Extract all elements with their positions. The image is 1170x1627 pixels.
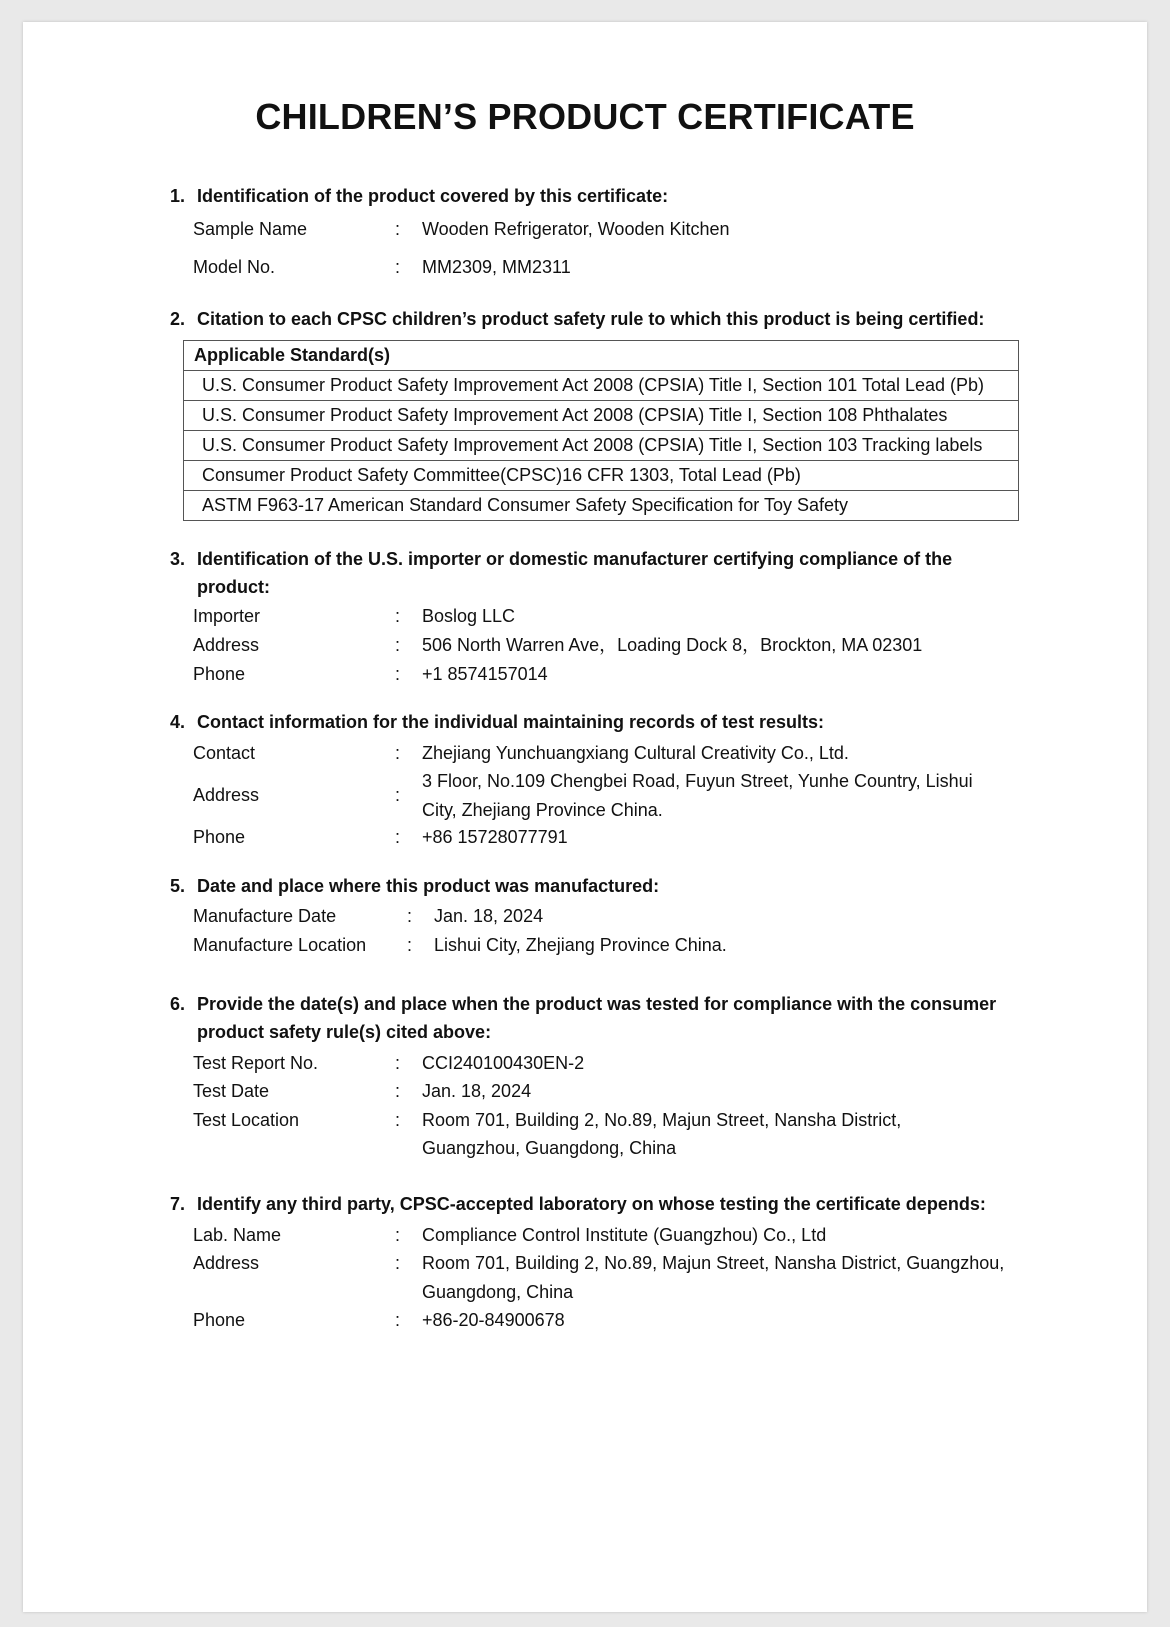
field-colon: : <box>395 664 401 684</box>
field-label: Manufacture Location <box>193 935 367 955</box>
field-colon: : <box>395 1081 401 1101</box>
section-number: 6. <box>170 994 186 1014</box>
field-value: CCI240100430EN-2 <box>422 1053 585 1073</box>
field-label: Test Report No. <box>193 1053 319 1073</box>
field-value: City, Zhejiang Province China. <box>422 800 663 820</box>
field-value: Wooden Refrigerator, Wooden Kitchen <box>422 219 730 239</box>
section-title-continued: product: <box>197 577 270 597</box>
field-label: Contact <box>193 743 256 763</box>
field-colon: : <box>395 1225 401 1245</box>
standard-cell: U.S. Consumer Product Safety Improvement Act 2008 (CPSIA) Title I, Section 103 Tracking labels <box>184 431 1019 461</box>
table-header: Applicable Standard(s) <box>184 341 1019 371</box>
field-label: Phone <box>193 1310 246 1330</box>
field-label: Manufacture Date <box>193 906 337 926</box>
field-label: Phone <box>193 664 246 684</box>
table-row <box>184 491 1019 521</box>
field-value: MM2309, MM2311 <box>422 257 571 277</box>
field-colon: : <box>395 606 401 626</box>
section-number: 7. <box>170 1194 186 1214</box>
field-colon: : <box>395 785 401 805</box>
field-value: Guangdong, China <box>422 1282 574 1302</box>
field-value: +86 15728077791 <box>422 827 568 847</box>
field-value: Guangzhou, Guangdong, China <box>422 1138 677 1158</box>
field-value: Zhejiang Yunchuangxiang Cultural Creativity Co., Ltd. <box>422 743 849 763</box>
field-colon: : <box>407 906 413 926</box>
section-title: Citation to each CPSC children’s product safety rule to which this product is being certified: <box>197 309 985 329</box>
field-label: Address <box>193 635 260 655</box>
table-header-row <box>184 341 1019 371</box>
certificate-page <box>23 22 1147 1612</box>
field-label: Address <box>193 785 260 805</box>
field-colon: : <box>395 219 401 239</box>
section-number: 2. <box>170 309 186 329</box>
field-label: Sample Name <box>193 219 308 239</box>
section-number: 5. <box>170 876 186 896</box>
field-value: Room 701, Building 2, No.89, Majun Street, Nansha District, <box>422 1110 902 1130</box>
field-value: 3 Floor, No.109 Chengbei Road, Fuyun Street, Yunhe Country, Lishui <box>422 771 973 791</box>
field-value: Room 701, Building 2, No.89, Majun Street, Nansha District, Guangzhou, <box>422 1253 1005 1273</box>
field-label: Address <box>193 1253 260 1273</box>
standard-cell: U.S. Consumer Product Safety Improvement Act 2008 (CPSIA) Title I, Section 108 Phthalates <box>184 401 1019 431</box>
field-value: Compliance Control Institute (Guangzhou) Co., Ltd <box>422 1225 827 1245</box>
section-title: Date and place where this product was manufactured: <box>197 876 660 896</box>
section-title: Contact information for the individual maintaining records of test results: <box>197 712 825 732</box>
field-value: 506 North Warren Ave，Loading Dock 8，Brockton, MA 02301 <box>422 635 923 655</box>
field-value: +1 8574157014 <box>422 664 548 684</box>
field-colon: : <box>395 743 401 763</box>
field-label: Model No. <box>193 257 276 277</box>
field-value: Boslog LLC <box>422 606 516 626</box>
section-title: Provide the date(s) and place when the product was tested for compliance with the consumer <box>197 994 997 1014</box>
field-label: Phone <box>193 827 246 847</box>
field-label: Importer <box>193 606 261 626</box>
field-colon: : <box>395 257 401 277</box>
field-colon: : <box>395 635 401 655</box>
standard-cell: Consumer Product Safety Committee(CPSC)16 CFR 1303, Total Lead (Pb) <box>184 461 1019 491</box>
field-colon: : <box>395 1310 401 1330</box>
standard-cell: ASTM F963-17 American Standard Consumer Safety Specification for Toy Safety <box>184 491 1019 521</box>
field-colon: : <box>395 827 401 847</box>
section-number: 4. <box>170 712 186 732</box>
standard-cell: U.S. Consumer Product Safety Improvement Act 2008 (CPSIA) Title I, Section 101 Total Lead (Pb) <box>184 371 1019 401</box>
field-value: Lishui City, Zhejiang Province China. <box>434 935 727 955</box>
section-number: 3. <box>170 549 186 569</box>
table-row <box>184 371 1019 401</box>
field-label: Test Date <box>193 1081 270 1101</box>
document-title: CHILDREN’S PRODUCT CERTIFICATE <box>255 96 915 137</box>
table-row <box>184 431 1019 461</box>
table-row <box>184 461 1019 491</box>
field-label: Test Location <box>193 1110 300 1130</box>
field-colon: : <box>395 1110 401 1130</box>
field-value: Jan. 18, 2024 <box>434 906 544 926</box>
section-title-continued: product safety rule(s) cited above: <box>197 1022 492 1042</box>
table-row <box>184 401 1019 431</box>
standards-table <box>183 340 1019 521</box>
field-value: +86-20-84900678 <box>422 1310 565 1330</box>
section-title: Identify any third party, CPSC-accepted laboratory on whose testing the certificate depends: <box>197 1194 986 1214</box>
field-value: Jan. 18, 2024 <box>422 1081 532 1101</box>
field-label: Lab. Name <box>193 1225 282 1245</box>
field-colon: : <box>407 935 413 955</box>
section-title: Identification of the U.S. importer or domestic manufacturer certifying compliance of the <box>197 549 953 569</box>
section-number: 1. <box>170 186 186 206</box>
field-colon: : <box>395 1053 401 1073</box>
section-title: Identification of the product covered by this certificate: <box>197 186 669 206</box>
field-colon: : <box>395 1253 401 1273</box>
